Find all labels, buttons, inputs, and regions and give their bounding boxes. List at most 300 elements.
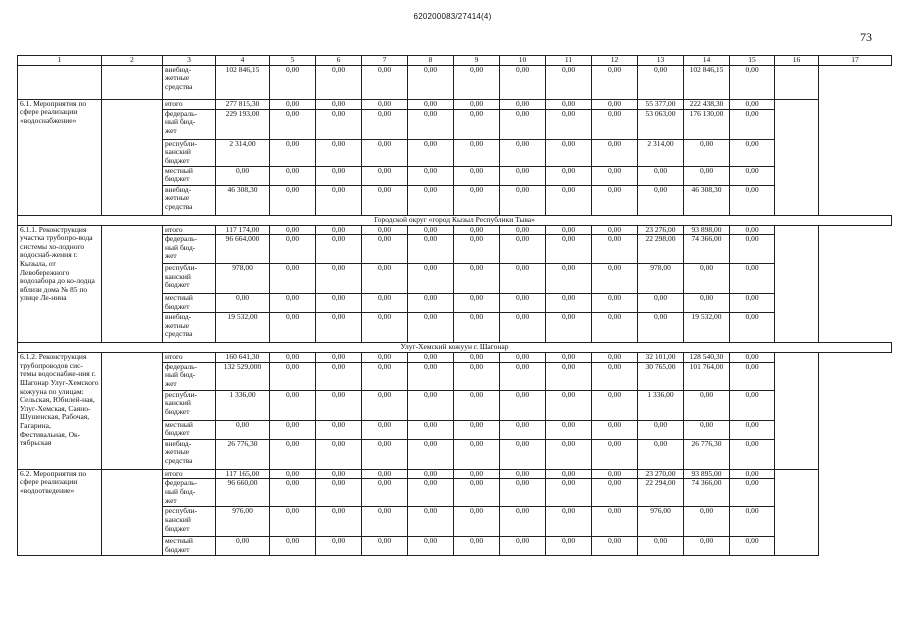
amount-cell: 2 314,00 <box>216 139 270 166</box>
amount-cell: 0,00 <box>216 420 270 439</box>
amount-cell: 0,00 <box>592 225 638 235</box>
amount-cell: 0,00 <box>730 185 775 215</box>
region-label: Городской округ «город Кызыл Республики Тыва» <box>18 215 892 225</box>
amount-cell: 0,00 <box>500 294 546 313</box>
amount-cell: 0,00 <box>454 353 500 363</box>
amount-cell: 0,00 <box>500 362 546 390</box>
funding-source-cell: республи- канский бюджет <box>163 264 216 294</box>
amount-cell: 0,00 <box>638 65 684 99</box>
funding-source-cell: федераль- ный бюд- жет <box>163 479 216 507</box>
amount-cell: 0,00 <box>216 166 270 185</box>
amount-cell: 0,00 <box>546 225 592 235</box>
notes-cell <box>775 353 819 470</box>
amount-cell: 229 193,00 <box>216 109 270 139</box>
amount-cell: 0,00 <box>500 99 546 109</box>
amount-cell: 0,00 <box>592 537 638 556</box>
funding-source-cell: федераль- ный бюд- жет <box>163 362 216 390</box>
amount-cell: 101 764,00 <box>684 362 730 390</box>
amount-cell: 96 664,000 <box>216 235 270 264</box>
amount-cell: 0,00 <box>362 420 408 439</box>
funding-source-cell: республи- канский бюджет <box>163 507 216 537</box>
amount-cell: 0,00 <box>638 294 684 313</box>
notes-cell <box>775 99 819 215</box>
amount-cell: 19 532,00 <box>684 313 730 343</box>
amount-cell: 0,00 <box>500 264 546 294</box>
funding-source-cell: местный бюджет <box>163 537 216 556</box>
amount-cell: 128 540,30 <box>684 353 730 363</box>
measure-name-cell <box>18 65 102 99</box>
amount-cell: 0,00 <box>454 469 500 479</box>
amount-cell: 0,00 <box>270 185 316 215</box>
amount-cell: 0,00 <box>592 420 638 439</box>
amount-cell: 0,00 <box>362 390 408 420</box>
amount-cell: 93 895,00 <box>684 469 730 479</box>
amount-cell: 0,00 <box>270 65 316 99</box>
amount-cell: 176 130,00 <box>684 109 730 139</box>
amount-cell: 0,00 <box>270 390 316 420</box>
column-number-8: 8 <box>408 56 454 66</box>
amount-cell: 0,00 <box>546 353 592 363</box>
amount-cell: 0,00 <box>454 537 500 556</box>
amount-cell: 132 529,000 <box>216 362 270 390</box>
amount-cell: 0,00 <box>316 469 362 479</box>
amount-cell: 0,00 <box>500 469 546 479</box>
amount-cell: 0,00 <box>270 439 316 469</box>
notes-cell <box>775 225 819 343</box>
funding-source-cell: местный бюджет <box>163 166 216 185</box>
amount-cell: 0,00 <box>592 390 638 420</box>
amount-cell: 0,00 <box>592 235 638 264</box>
amount-cell: 0,00 <box>730 264 775 294</box>
amount-cell: 30 765,00 <box>638 362 684 390</box>
funding-source-cell: итого <box>163 353 216 363</box>
executor-cell <box>102 469 163 556</box>
amount-cell: 0,00 <box>730 537 775 556</box>
amount-cell: 0,00 <box>316 109 362 139</box>
amount-cell: 0,00 <box>500 225 546 235</box>
amount-cell: 976,00 <box>638 507 684 537</box>
amount-cell: 0,00 <box>454 225 500 235</box>
amount-cell: 0,00 <box>216 294 270 313</box>
amount-cell: 160 641,30 <box>216 353 270 363</box>
amount-cell: 0,00 <box>546 313 592 343</box>
amount-cell: 0,00 <box>454 479 500 507</box>
amount-cell: 0,00 <box>684 507 730 537</box>
amount-cell: 0,00 <box>730 166 775 185</box>
amount-cell: 55 377,00 <box>638 99 684 109</box>
amount-cell: 0,00 <box>684 420 730 439</box>
amount-cell: 0,00 <box>316 420 362 439</box>
column-number-16: 16 <box>775 56 819 66</box>
amount-cell: 0,00 <box>638 313 684 343</box>
amount-cell: 0,00 <box>362 99 408 109</box>
funding-source-cell: республи- канский бюджет <box>163 390 216 420</box>
measure-name-cell: 6.1. Мероприятия по сфере реализации «водоснабжение» <box>18 99 102 215</box>
amount-cell: 0,00 <box>362 507 408 537</box>
amount-cell: 0,00 <box>454 109 500 139</box>
column-number-7: 7 <box>362 56 408 66</box>
funding-source-cell: внебюд- жетные средства <box>163 439 216 469</box>
amount-cell: 0,00 <box>408 353 454 363</box>
funding-source-cell: местный бюджет <box>163 294 216 313</box>
amount-cell: 0,00 <box>362 235 408 264</box>
column-number-15: 15 <box>730 56 775 66</box>
amount-cell: 0,00 <box>216 537 270 556</box>
amount-cell: 0,00 <box>316 139 362 166</box>
amount-cell: 0,00 <box>316 294 362 313</box>
amount-cell: 0,00 <box>730 109 775 139</box>
amount-cell: 0,00 <box>454 313 500 343</box>
amount-cell: 0,00 <box>500 420 546 439</box>
amount-cell: 0,00 <box>730 469 775 479</box>
amount-cell: 0,00 <box>316 166 362 185</box>
amount-cell: 0,00 <box>408 420 454 439</box>
funding-source-cell: внебюд- жетные средства <box>163 185 216 215</box>
amount-cell: 222 438,30 <box>684 99 730 109</box>
table-row <box>18 353 892 363</box>
amount-cell: 0,00 <box>408 109 454 139</box>
column-number-11: 11 <box>546 56 592 66</box>
amount-cell: 0,00 <box>592 313 638 343</box>
amount-cell: 0,00 <box>638 420 684 439</box>
amount-cell: 0,00 <box>592 185 638 215</box>
amount-cell: 1 336,00 <box>638 390 684 420</box>
executor-cell <box>102 65 163 99</box>
amount-cell: 22 294,00 <box>638 479 684 507</box>
amount-cell: 0,00 <box>592 507 638 537</box>
amount-cell: 0,00 <box>730 139 775 166</box>
amount-cell: 0,00 <box>730 420 775 439</box>
amount-cell: 0,00 <box>546 166 592 185</box>
column-number-9: 9 <box>454 56 500 66</box>
amount-cell: 0,00 <box>408 390 454 420</box>
amount-cell: 0,00 <box>408 507 454 537</box>
amount-cell: 0,00 <box>730 65 775 99</box>
amount-cell: 0,00 <box>270 166 316 185</box>
amount-cell: 0,00 <box>270 313 316 343</box>
amount-cell: 0,00 <box>408 439 454 469</box>
amount-cell: 102 846,15 <box>684 65 730 99</box>
amount-cell: 978,00 <box>216 264 270 294</box>
column-number-6: 6 <box>316 56 362 66</box>
amount-cell: 0,00 <box>500 439 546 469</box>
amount-cell: 0,00 <box>500 139 546 166</box>
amount-cell: 0,00 <box>546 390 592 420</box>
amount-cell: 0,00 <box>408 235 454 264</box>
page-number: 73 <box>860 30 872 44</box>
amount-cell: 0,00 <box>546 537 592 556</box>
executor-cell <box>102 225 163 343</box>
amount-cell: 0,00 <box>316 537 362 556</box>
amount-cell: 0,00 <box>362 294 408 313</box>
amount-cell: 0,00 <box>362 225 408 235</box>
notes-cell <box>775 65 819 99</box>
amount-cell: 0,00 <box>546 99 592 109</box>
region-label: Улуг-Хемский кожуун г. Шагонар <box>18 343 892 353</box>
amount-cell: 0,00 <box>454 99 500 109</box>
column-number-2: 2 <box>102 56 163 66</box>
amount-cell: 0,00 <box>408 362 454 390</box>
amount-cell: 0,00 <box>316 353 362 363</box>
amount-cell: 0,00 <box>270 420 316 439</box>
amount-cell: 0,00 <box>684 166 730 185</box>
amount-cell: 0,00 <box>362 166 408 185</box>
amount-cell: 0,00 <box>270 362 316 390</box>
amount-cell: 0,00 <box>546 294 592 313</box>
amount-cell: 0,00 <box>408 139 454 166</box>
amount-cell: 0,00 <box>684 390 730 420</box>
column-number-12: 12 <box>592 56 638 66</box>
amount-cell: 0,00 <box>408 99 454 109</box>
notes-cell <box>775 469 819 556</box>
amount-cell: 0,00 <box>592 109 638 139</box>
column-number-4: 4 <box>216 56 270 66</box>
amount-cell: 0,00 <box>454 264 500 294</box>
amount-cell: 0,00 <box>546 469 592 479</box>
amount-cell: 976,00 <box>216 507 270 537</box>
amount-cell: 0,00 <box>546 264 592 294</box>
amount-cell: 26 776,30 <box>216 439 270 469</box>
measure-name-cell: 6.1.2. Реконструкция трубопроводов сис-темы водоснабже-ния г. Шагонар Улуг-Хемского кожууна по улицам: Сельская, Юбилей-ная, Улуг-Хемская, Саяно-Шушенская, Рабочая, Гагарина, Фестивальная, Ок-тябрьская <box>18 353 102 470</box>
amount-cell: 0,00 <box>270 225 316 235</box>
amount-cell: 26 776,30 <box>684 439 730 469</box>
amount-cell: 0,00 <box>730 507 775 537</box>
amount-cell: 0,00 <box>500 235 546 264</box>
amount-cell: 0,00 <box>270 479 316 507</box>
amount-cell: 0,00 <box>684 537 730 556</box>
amount-cell: 23 276,00 <box>638 225 684 235</box>
column-number-5: 5 <box>270 56 316 66</box>
column-number-13: 13 <box>638 56 684 66</box>
amount-cell: 0,00 <box>316 313 362 343</box>
amount-cell: 0,00 <box>362 439 408 469</box>
executor-cell <box>102 99 163 215</box>
funding-source-cell: итого <box>163 469 216 479</box>
amount-cell: 0,00 <box>316 507 362 537</box>
amount-cell: 0,00 <box>408 264 454 294</box>
amount-cell: 46 308,30 <box>216 185 270 215</box>
amount-cell: 19 532,00 <box>216 313 270 343</box>
amount-cell: 0,00 <box>638 537 684 556</box>
amount-cell: 74 366,00 <box>684 479 730 507</box>
amount-cell: 93 898,00 <box>684 225 730 235</box>
amount-cell: 0,00 <box>270 109 316 139</box>
amount-cell: 0,00 <box>454 235 500 264</box>
amount-cell: 0,00 <box>362 185 408 215</box>
amount-cell: 0,00 <box>408 294 454 313</box>
amount-cell: 0,00 <box>546 185 592 215</box>
amount-cell: 0,00 <box>362 362 408 390</box>
amount-cell: 978,00 <box>638 264 684 294</box>
amount-cell: 117 165,00 <box>216 469 270 479</box>
amount-cell: 0,00 <box>730 390 775 420</box>
amount-cell: 0,00 <box>592 469 638 479</box>
column-number-1: 1 <box>18 56 102 66</box>
amount-cell: 0,00 <box>316 99 362 109</box>
executor-cell <box>102 353 163 470</box>
amount-cell: 0,00 <box>316 65 362 99</box>
column-number-14: 14 <box>684 56 730 66</box>
amount-cell: 53 063,00 <box>638 109 684 139</box>
amount-cell: 0,00 <box>270 537 316 556</box>
amount-cell: 0,00 <box>362 537 408 556</box>
amount-cell: 2 314,00 <box>638 139 684 166</box>
amount-cell: 0,00 <box>316 390 362 420</box>
amount-cell: 0,00 <box>316 225 362 235</box>
amount-cell: 0,00 <box>454 420 500 439</box>
amount-cell: 0,00 <box>592 65 638 99</box>
document-id: 620200083/27414(4) <box>413 12 492 21</box>
table-row <box>18 225 892 235</box>
amount-cell: 0,00 <box>454 362 500 390</box>
amount-cell: 0,00 <box>592 362 638 390</box>
amount-cell: 0,00 <box>362 65 408 99</box>
funding-source-cell: федераль- ный бюд- жет <box>163 235 216 264</box>
amount-cell: 0,00 <box>454 139 500 166</box>
amount-cell: 0,00 <box>500 65 546 99</box>
amount-cell: 0,00 <box>500 537 546 556</box>
amount-cell: 0,00 <box>316 264 362 294</box>
amount-cell: 0,00 <box>316 235 362 264</box>
amount-cell: 0,00 <box>454 185 500 215</box>
table-row <box>18 469 892 479</box>
amount-cell: 0,00 <box>500 166 546 185</box>
amount-cell: 0,00 <box>638 166 684 185</box>
amount-cell: 0,00 <box>592 264 638 294</box>
amount-cell: 0,00 <box>408 469 454 479</box>
table-body <box>18 56 892 556</box>
amount-cell: 0,00 <box>408 479 454 507</box>
amount-cell: 0,00 <box>592 439 638 469</box>
amount-cell: 102 846,15 <box>216 65 270 99</box>
amount-cell: 0,00 <box>546 439 592 469</box>
amount-cell: 0,00 <box>362 313 408 343</box>
amount-cell: 96 660,00 <box>216 479 270 507</box>
amount-cell: 46 308,30 <box>684 185 730 215</box>
amount-cell: 0,00 <box>730 99 775 109</box>
amount-cell: 0,00 <box>454 507 500 537</box>
amount-cell: 0,00 <box>316 185 362 215</box>
amount-cell: 0,00 <box>270 235 316 264</box>
amount-cell: 117 174,00 <box>216 225 270 235</box>
amount-cell: 0,00 <box>592 139 638 166</box>
measure-name-cell: 6.1.1. Реконструкция участка трубопро-вода системы хо-лодного водоснаб-жения г. Кызыла, от Левобережного водозабора до ко-лодца вблизи дома № 85 по улице Ле-нина <box>18 225 102 343</box>
amount-cell: 0,00 <box>408 313 454 343</box>
amount-cell: 0,00 <box>546 362 592 390</box>
amount-cell: 22 298,00 <box>638 235 684 264</box>
amount-cell: 0,00 <box>408 166 454 185</box>
amount-cell: 0,00 <box>546 235 592 264</box>
amount-cell: 0,00 <box>500 353 546 363</box>
amount-cell: 0,00 <box>592 479 638 507</box>
column-number-row <box>18 56 892 66</box>
amount-cell: 0,00 <box>454 294 500 313</box>
amount-cell: 0,00 <box>546 109 592 139</box>
amount-cell: 32 101,00 <box>638 353 684 363</box>
amount-cell: 0,00 <box>592 99 638 109</box>
measure-name-cell: 6.2. Мероприятия по сфере реализации «водоотведение» <box>18 469 102 556</box>
amount-cell: 0,00 <box>362 109 408 139</box>
funding-source-cell: местный бюджет <box>163 420 216 439</box>
funding-source-cell: внебюд- жетные средства <box>163 65 216 99</box>
amount-cell: 277 815,30 <box>216 99 270 109</box>
amount-cell: 0,00 <box>362 353 408 363</box>
amount-cell: 0,00 <box>408 225 454 235</box>
amount-cell: 0,00 <box>362 479 408 507</box>
amount-cell: 0,00 <box>546 139 592 166</box>
amount-cell: 0,00 <box>270 294 316 313</box>
amount-cell: 0,00 <box>454 65 500 99</box>
amount-cell: 0,00 <box>592 166 638 185</box>
amount-cell: 0,00 <box>408 185 454 215</box>
amount-cell: 0,00 <box>408 65 454 99</box>
amount-cell: 0,00 <box>454 390 500 420</box>
funding-source-cell: итого <box>163 99 216 109</box>
amount-cell: 0,00 <box>270 507 316 537</box>
amount-cell: 0,00 <box>362 264 408 294</box>
amount-cell: 0,00 <box>684 294 730 313</box>
amount-cell: 0,00 <box>730 353 775 363</box>
column-number-10: 10 <box>500 56 546 66</box>
amount-cell: 0,00 <box>592 294 638 313</box>
amount-cell: 0,00 <box>270 264 316 294</box>
table-row <box>18 65 892 99</box>
amount-cell: 0,00 <box>500 109 546 139</box>
amount-cell: 0,00 <box>730 479 775 507</box>
column-number-3: 3 <box>163 56 216 66</box>
amount-cell: 0,00 <box>270 469 316 479</box>
amount-cell: 0,00 <box>592 353 638 363</box>
amount-cell: 0,00 <box>500 390 546 420</box>
amount-cell: 0,00 <box>316 479 362 507</box>
amount-cell: 23 270,00 <box>638 469 684 479</box>
amount-cell: 0,00 <box>730 439 775 469</box>
amount-cell: 0,00 <box>546 65 592 99</box>
amount-cell: 0,00 <box>454 166 500 185</box>
amount-cell: 0,00 <box>730 235 775 264</box>
amount-cell: 0,00 <box>638 185 684 215</box>
column-number-17: 17 <box>819 56 892 66</box>
amount-cell: 0,00 <box>638 439 684 469</box>
budget-table-container <box>17 55 887 556</box>
amount-cell: 0,00 <box>684 264 730 294</box>
amount-cell: 0,00 <box>730 294 775 313</box>
funding-source-cell: республи- канский бюджет <box>163 139 216 166</box>
amount-cell: 0,00 <box>316 439 362 469</box>
amount-cell: 0,00 <box>546 479 592 507</box>
amount-cell: 0,00 <box>546 420 592 439</box>
amount-cell: 0,00 <box>684 139 730 166</box>
amount-cell: 0,00 <box>500 313 546 343</box>
funding-source-cell: итого <box>163 225 216 235</box>
amount-cell: 74 366,00 <box>684 235 730 264</box>
amount-cell: 0,00 <box>730 313 775 343</box>
amount-cell: 1 336,00 <box>216 390 270 420</box>
amount-cell: 0,00 <box>362 139 408 166</box>
amount-cell: 0,00 <box>362 469 408 479</box>
amount-cell: 0,00 <box>730 362 775 390</box>
amount-cell: 0,00 <box>730 225 775 235</box>
amount-cell: 0,00 <box>270 99 316 109</box>
amount-cell: 0,00 <box>408 537 454 556</box>
amount-cell: 0,00 <box>500 185 546 215</box>
region-row <box>18 343 892 353</box>
amount-cell: 0,00 <box>546 507 592 537</box>
table-row <box>18 99 892 109</box>
budget-table <box>17 55 892 556</box>
amount-cell: 0,00 <box>316 362 362 390</box>
amount-cell: 0,00 <box>270 353 316 363</box>
